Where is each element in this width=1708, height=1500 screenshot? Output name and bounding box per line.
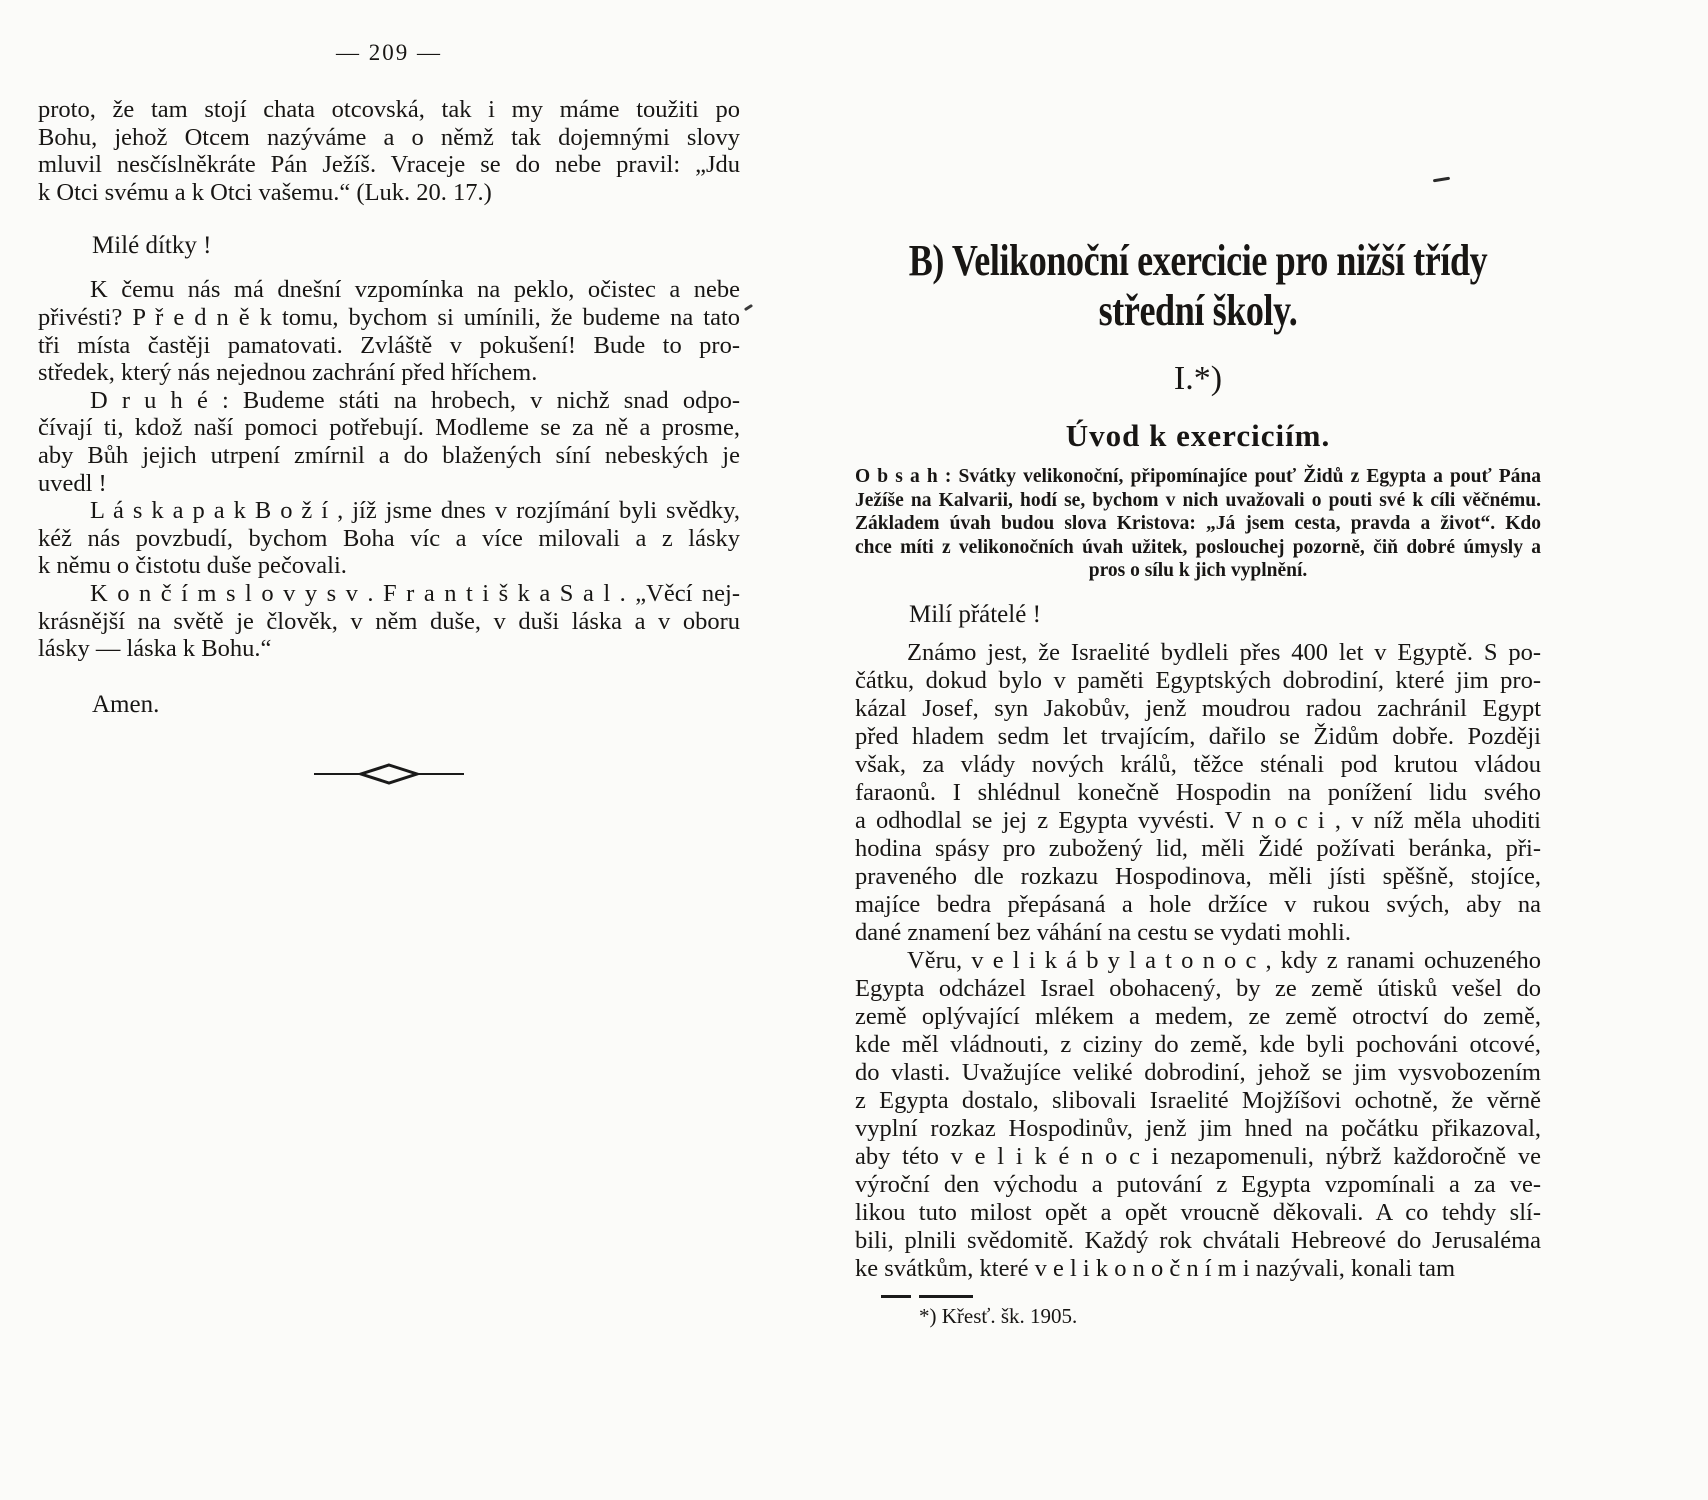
text-line: čívají ti, kdož naší pomoci potřebují. Modleme se za ně a prosme, [38, 414, 740, 442]
salutation-left: Milé dítky ! [92, 232, 212, 260]
section-divider-ornament [314, 763, 464, 785]
footnote-separator [881, 1295, 973, 1298]
scan-artifact-dash [1433, 177, 1450, 183]
paragraph [38, 580, 740, 663]
text-line: K čemu nás má dnešní vzpomínka na peklo, očistec a nebe [90, 276, 740, 304]
text-line: středek, který nás nejednou zachrání před hříchem. [38, 359, 538, 387]
right-page [855, 0, 1541, 1329]
text-line: D r u h é : Budeme státi na hrobech, v nichž snad odpo- [90, 386, 740, 414]
text-line: faraonů. I shlédnul konečně Hospodin na ponížení lidu svého [855, 778, 1541, 806]
text-line: vyplní rozkaz Hospodinův, jenž jim hned na počátku přikazoval, [855, 1114, 1541, 1142]
text-line: proto, že tam stojí chata otcovská, tak i my máme toužiti po [38, 96, 740, 123]
amen-line: Amen. [92, 690, 160, 718]
text-line: k němu o čistotu duše pečovali. [38, 552, 347, 580]
text-line: O b s a h : Svátky velikonoční, připomínajíce pouť Židů z Egypta a pouť Pána [855, 466, 1541, 487]
text-line: do vlasti. Uvažujíce veliké dobrodiní, jehož se jim vysvobozením [855, 1058, 1541, 1086]
text-line: země oplývající mlékem a medem, ze země otroctví do země, [855, 1002, 1541, 1030]
text-line: pros o sílu k jich vyplnění. [1088, 560, 1308, 581]
paragraph [38, 276, 740, 386]
scan-speck-mark [744, 304, 753, 311]
diamond-ornament-icon [314, 763, 464, 785]
text-line: kde měl vládnouti, z ciziny do země, kde byli pochováni otcové, [855, 1030, 1541, 1058]
section-number: I.*) [1173, 360, 1223, 397]
text-line: Bohu, jehož Otcem nazýváme a o němž tak dojemnými slovy [38, 123, 740, 151]
text-line: čátku, dokud bylo v paměti Egyptských dobrodiní, které jim pro- [855, 666, 1541, 694]
chapter-heading-line1: B) Velikonoční exercicie pro nižší třídy [908, 236, 1488, 285]
salutation-right: Milí přátelé ! [909, 600, 1041, 628]
text-line: však, za vlády nových králů, těžce sténali pod krutou vládou [855, 750, 1541, 778]
text-line: hodina spásy pro zubožený lid, měli Židé požívati beránka, při- [855, 834, 1541, 862]
text-line: Ježíše na Kalvarii, hodí se, bychom v nich uvažovali o pouti své k cíli věčnému. [855, 489, 1541, 511]
chapter-heading [855, 236, 1541, 336]
text-line: kéž nás povzbudí, bychom Boha víc a více milovali a z lásky [38, 524, 740, 552]
left-page [38, 40, 740, 785]
text-line: Egypta odcházel Israel obohacený, by ze země útisků vešel do [855, 974, 1541, 1002]
text-line: Známo jest, že Israelité bydleli přes 400 let v Egyptě. S po- [907, 638, 1541, 666]
section-title: Úvod k exerciciím. [1065, 418, 1331, 453]
text-line: praveného dle rozkazu Hospodinova, měli jísti spěšně, stojíce, [855, 862, 1541, 890]
text-line: lásky — láska k Bohu.“ [38, 635, 272, 663]
summary-abstract [855, 465, 1541, 583]
text-line: K o n č í m s l o v y s v . F r a n t i š k a S a l . „Věcí nej- [90, 579, 740, 607]
text-line: chce míti z velikonočních úvah užitek, poslouchej pozorně, čiň dobré úmysly a [855, 536, 1541, 558]
text-line: k Otci svému a k Otci vašemu.“ (Luk. 20. 17.) [38, 178, 492, 206]
chapter-heading-line2: střední školy. [1098, 286, 1298, 335]
text-line: aby Bůh jejich utrpení zmírnil a do blažených síní nebeských je [38, 441, 740, 469]
text-line: před hladem sedm let trvajícím, dařilo se Židům dobře. Později [855, 722, 1541, 750]
paragraph [855, 639, 1541, 947]
text-line: kázal Josef, syn Jakobův, jenž moudrou radou zachránil Egypt [855, 694, 1541, 722]
text-line: dané znamení bez váhání na cestu se vydati mohli. [855, 918, 1351, 946]
footnote: *) Křesť. šk. 1905. [919, 1303, 1078, 1328]
text-line: z Egypta dostalo, slibovali Israelité Mojžíšovi ochotně, že věrně [855, 1086, 1541, 1114]
paragraph-intro [38, 96, 740, 206]
text-line: likou tuto milost opět a opět vroucně děkovali. A co tehdy slí- [855, 1198, 1541, 1226]
page-number: — 209 — [336, 40, 442, 65]
text-line: bili, plnili svědomitě. Každý rok chvátali Hebreové do Jerusaléma [855, 1226, 1541, 1254]
text-line: tři místa častěji pamatovati. Zvláště v pokušení! Bude to pro- [38, 331, 740, 359]
paragraph [855, 947, 1541, 1283]
text-line: uvedl ! [38, 469, 107, 497]
text-line: výroční den východu a putování z Egypta vzpomínali a za ve- [855, 1170, 1541, 1198]
text-line: krásnější na světě je člověk, v něm duše, v duši láska a v oboru [38, 607, 740, 635]
text-line: ke svátkům, které v e l i k o n o č n í m i nazývali, konali tam [855, 1254, 1456, 1282]
paragraph [38, 497, 740, 580]
text-line: L á s k a p a k B o ž í , jíž jsme dnes v rozjímání byli svědky, [90, 497, 740, 525]
text-line: Věru, v e l i k á b y l a t o n o c , kdy z ranami ochuzeného [907, 946, 1541, 974]
paragraph [38, 387, 740, 497]
text-line: a odhodlal se jej z Egypta vyvésti. V n o c i , v níž měla uhoditi [855, 806, 1541, 834]
text-line: mluvil nesčíslněkráte Pán Ježíš. Vraceje se do nebe pravil: „Jdu [38, 151, 740, 179]
text-line: majíce bedra přepásaná a hole držíce v rukou svých, aby na [855, 890, 1541, 918]
text-line: přivésti? P ř e d n ě k tomu, bychom si umínili, že budeme na tato [38, 303, 740, 331]
text-line: aby této v e l i k é n o c i nezapomenuli, nýbrž každoročně ve [855, 1142, 1541, 1170]
text-line: Základem úvah budou slova Kristova: „Já jsem cesta, pravda a život“. Kdo [855, 513, 1541, 534]
